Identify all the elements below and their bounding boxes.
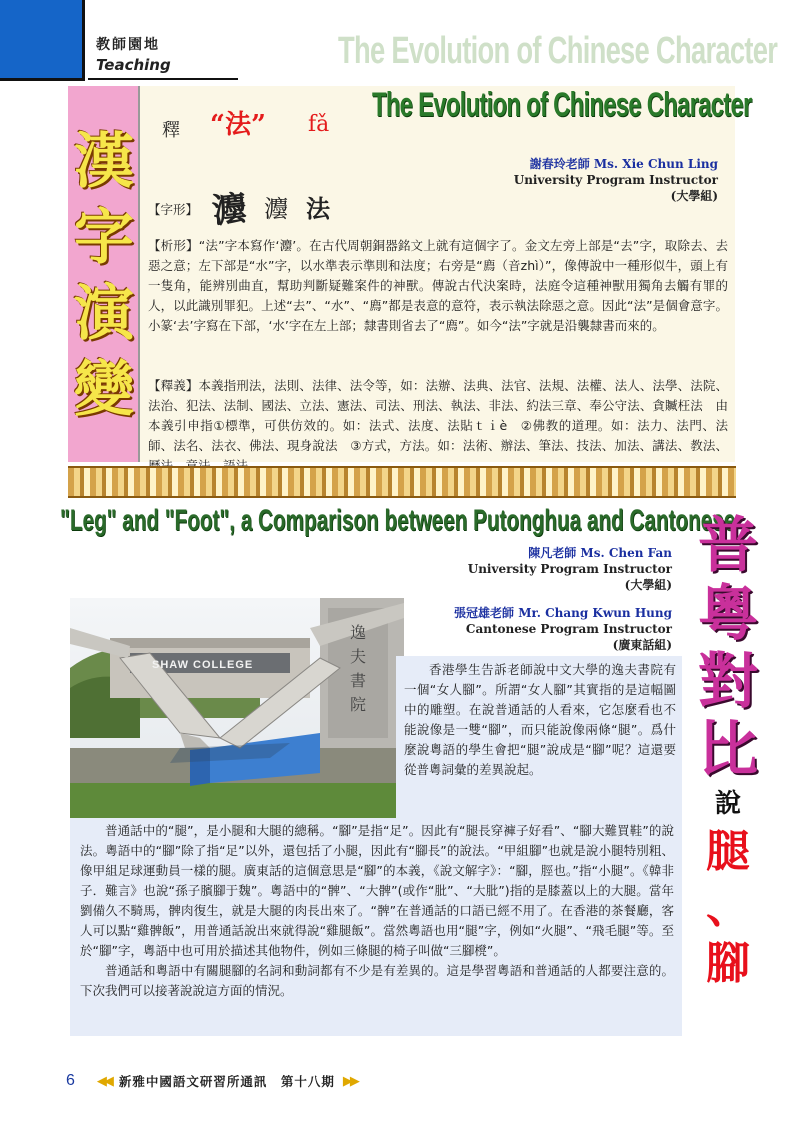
author-role: Cantonese Program Instructor [465,622,672,636]
clerical-glyph: 法 [306,194,330,223]
carving-char: 夫 [349,647,367,666]
vertical-char: 粵 [698,579,758,649]
carving-char: 書 [349,671,367,690]
publication-name: 新雅中國語文研習所通訊 第十八期 [118,1074,335,1089]
article1-author [490,156,718,204]
featured-character: “法” [210,110,266,140]
body-paragraph-1: 普通話中的“腿”，是小腿和大腿的總稱。“腳”是指“足”。因此有“腿長穿褲子好看”、“腳大難買鞋”的說法。粵語中的“腳”除了指“足”以外，還包括了小腿，因此有“腳長”的說法。“甲組腳”也就是說小腿特別粗、像甲組足球運動員一樣的腿。廣東話的這個意思是“腳”的本義，《說文解字》：“腳，脛也。”指“小腿”。《韓非子．難言》也說“孫子臏腳于魏”。粵語中的“髀”、“大髀”(或作“肶”、“大肶”)指的是膝蓋以上的大腿。當年劉備久不騎馬，髀肉復生，就是大腿的肉長出來了。“髀”在普通話的口語已經不用了。在香港的茶餐廳，客人可以點“雞髀飯”，用普通話說出來就得說“雞腿飯”。當然粵語也用“腿”字，例如“火腿”、“飛毛腿”等。至於“腳”字，粵語中也可用於描述其他物件，例如三條腿的椅子叫做“三腳櫈”。 [80,823,674,958]
author-role: University Program Instructor [467,562,672,576]
page-number: 6 [66,1072,75,1089]
vertical-char: 演 [74,279,134,349]
ghost-title: The Evolution of Chinese Character [338,30,778,72]
author-name: 陳凡老師 Ms. Chen Fan [528,546,672,560]
section-title-en: Teaching [96,56,171,74]
author-dept: (廣東話組) [612,638,672,652]
article2-vertical-title [678,512,778,992]
featured-pinyin: fǎ [308,112,330,137]
meaning-label: 【釋義】 [148,378,199,393]
seal-glyph: 灋 [264,195,288,223]
author-name: 張冠雄老師 Mr. Chang Kwun Hung [454,606,672,620]
carving-char: 院 [349,695,367,714]
article2-title: "Leg" and "Foot", a Comparison between Putonghua and Cantonese [60,504,736,537]
carving-char: 逸 [349,623,367,642]
article1-vertical-title [68,127,140,425]
corner-block [0,0,85,81]
author-role: University Program Instructor [513,173,718,187]
bronze-glyph: 灋 [210,188,249,232]
article2-author-2 [440,605,672,653]
vertical-char: 腿 [706,826,750,877]
intro-text: 香港學生告訴老師說中文大學的逸夫書院有一個“女人腳”。所謂“女人腳”其實指的是這幅圖中的雕塑。在說普通話的人看來，它怎麼看也不能說像是一雙“腳”，而只能說像兩條“腿”。爲什麼說粵語的學生會把“腿”說成是“腳”呢？這還要從普粵詞彙的差異說起。 [404,662,676,777]
article1-title: The Evolution of Chinese Character [372,86,752,124]
author-name: 謝春玲老師 Ms. Xie Chun Ling [529,157,718,171]
article2-author-1 [440,545,672,593]
vertical-char: 腳 [706,938,750,989]
analysis-text: “法”字本寫作‘灋’。在古代周朝銅器銘文上就有這個字了。金文左旁上部是“去”字，取除去、去惡之意；左下部是“水”字，以水準表示準則和法度；右旁是“廌（音zhì）”，像傳說中一種形似牛，頭上有一隻角，能辨別曲直，幫助判斷疑難案件的神獸。傳說古代決案時，法庭令這種神獸用獨角去觸有罪的人，以此識別罪犯。上述“去”、“水”、“廌”都是表意的意符，表示執法除惡之意。因此“法”是個會意字。小篆‘去’字寫在下部，‘水’字在左上部；隸書則省去了“廌”。如今“法”字就是沿襲隸書而來的。 [148,238,728,333]
vertical-char: 、 [706,882,750,933]
vertical-char: 變 [74,355,134,425]
vertical-char: 說 [714,789,741,819]
meaning-text: 本義指刑法，法則、法律、法令等，如：法辦、法典、法官、法規、法權、法人、法學、法院、法治、犯法、法制、國法、立法、憲法、司法、刑法、執法、非法、約法三章、奉公守法、貪贓枉法 由本義引申指①標準，可供仿效的。如：法式、法度、法貼ｔｉè ②佛教的道理。如：法力、法門、法師、法名、法衣、佛法、現身說法 ③方式，方法。如：法術、辦法、筆法、技法、加法、講法、教法、 [148,378,728,453]
shaw-college-photo [70,598,404,820]
arrow-right-icon: ▶▶ [342,1073,357,1089]
author-dept: (大學組) [670,189,718,203]
ornamental-border [68,466,736,498]
arrow-left-icon: ◀◀ [96,1073,111,1089]
vertical-char: 普 [698,511,758,581]
analysis-paragraph [148,236,728,336]
vertical-char: 漢 [74,127,134,197]
shi-label: 釋 [162,120,180,141]
intro-paragraph [404,660,676,780]
author-dept: (大學組) [624,578,672,592]
vertical-char: 對 [698,647,758,717]
body-paragraphs [80,821,674,1001]
body-paragraph-2: 普通話和粵語中有關腿腳的名詞和動詞都有不少是有差異的。這是學習粵語和普通話的人都要注意的。下次我們可以接著說說這方面的情況。 [80,963,674,998]
page-footer [66,1072,357,1090]
zixing-label: 【字形】 [148,202,199,217]
vertical-char: 字 [74,203,134,273]
photo-sign: SHAW COLLEGE [152,659,254,671]
meaning-paragraph [148,376,728,476]
analysis-label: 【析形】 [148,238,199,253]
section-title-cn: 教師園地 [96,37,160,53]
vertical-char: 比 [698,715,758,785]
header-divider [88,78,238,80]
glyph-forms [212,182,330,231]
